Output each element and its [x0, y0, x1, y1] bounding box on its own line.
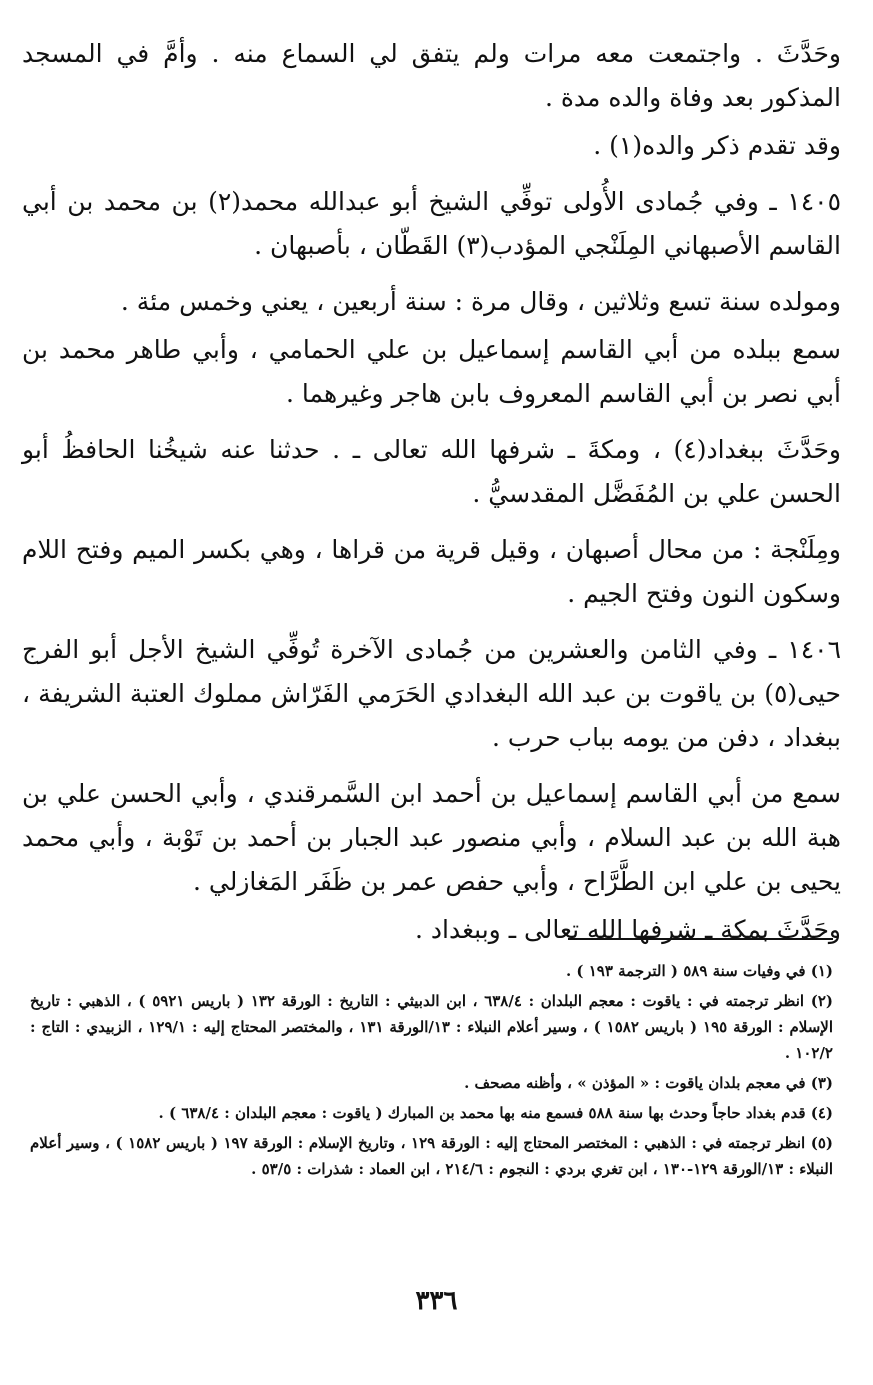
paragraph-1: وحَدَّثَ . واجتمعت معه مرات ولم يتفق لي السماع منه . وأمَّ في المسجد المذكور بعد وفاة والده مدة . [22, 39, 841, 112]
footnote-2: (٢) انظر ترجمته في : ياقوت : معجم البلدان : ٦٣٨/٤ ، ابن الدبيثي : التاريخ : الورقة ١٣٢ ( باريس ٥٩٢١ ) ، الذهبي : تاريخ الإسلام : الورقة ١٩٥ ( باريس ١٥٨٢ ) ، وسير أعلام النبلاء : ١٣/الورقة ١٣١ ، والمختصر المحتاج إليه : ١٢٩/١ ، الزبيدي : التاج : ١٠٢/٢ . [30, 992, 833, 1062]
entry-1406: ١٤٠٦ ـ وفي الثامن والعشرين من جُمادى الآخرة تُوفِّي الشيخ الأجل أبو الفرج حيى(٥) بن ياقوت بن عبد الله البغدادي الحَرَمي الفَرّاش مملوك العتبة الشريفة ، ببغداد ، دفن من يومه بباب حرب . [22, 635, 841, 752]
footnotes [30, 958, 833, 1182]
paragraph-heard: سمع ببلده من أبي القاسم إسماعيل بن علي الحمامي ، وأبي طاهر محمد بن أبي نصر بن أبي القاسم المعروف بابن هاجر وغيرهما . [22, 335, 841, 408]
footnote-4: (٤) قدم بغداد حاجاً وحدث بها سنة ٥٨٨ فسمع منه بها محمد بن المبارك ( ياقوت : معجم البلدان : ٦٣٨/٤ ) . [158, 1104, 833, 1122]
page-number: ٣٣٦ [415, 1286, 458, 1316]
paragraph-2: وقد تقدم ذكر والده(١) . [593, 131, 841, 160]
entry-1405: ١٤٠٥ ـ وفي جُمادى الأُولى توفِّي الشيخ أبو عبدالله محمد(٢) بن محمد بن أبي القاسم الأصبهاني المِلَنْجي المؤدب(٣) القَطّان ، بأصبهان . [22, 187, 841, 260]
footnote-3: (٣) في معجم بلدان ياقوت : « المؤذن » ، وأظنه مصحف . [464, 1074, 833, 1092]
paragraph-milanja: ومِلَنْجة : من محال أصبهان ، وقيل قرية من قراها ، وهي بكسر الميم وفتح اللام وسكون النون وفتح الجيم . [22, 535, 841, 608]
footnote-5: (٥) انظر ترجمته في : الذهبي : المختصر المحتاج إليه : الورقة ١٢٩ ، وتاريخ الإسلام : الورقة ١٩٧ ( باريس ١٥٨٢ ) ، وسير أعلام النبلاء : ١٣/الورقة ١٢٩-١٣٠ ، ابن تغري بردي : النجوم : ٢١٤/٦ ، ابن العماد : شذرات : ٥٣/٥ . [30, 1134, 833, 1178]
paragraph-narrated: وحَدَّثَ ببغداد(٤) ، ومكةَ ـ شرفها الله تعالى ـ . حدثنا عنه شيخُنا الحافظُ أبو الحسن علي بن المُفَضَّل المقدسيُّ . [22, 435, 841, 508]
footnote-1: (١) في وفيات سنة ٥٨٩ ( الترجمة ١٩٣ ) . [565, 962, 833, 980]
paragraph-heard-2: سمع من أبي القاسم إسماعيل بن أحمد ابن السَّمرقندي ، وأبي الحسن علي بن هبة الله بن عبد السلام ، وأبي منصور عبد الجبار بن أحمد بن تَوْبة ، وأبي محمد يحيى بن علي ابن الطَّرَّاح ، وأبي حفص عمر بن ظَفَر المَغازلي . [22, 779, 841, 896]
footnote-divider [568, 938, 833, 940]
paragraph-narrated-2: وحَدَّثَ بمكة ـ شرفها الله تعالى ـ وببغداد . [415, 915, 841, 944]
main-text [22, 32, 841, 952]
paragraph-birth: ومولده سنة تسع وثلاثين ، وقال مرة : سنة أربعين ، يعني وخمس مئة . [120, 287, 841, 316]
